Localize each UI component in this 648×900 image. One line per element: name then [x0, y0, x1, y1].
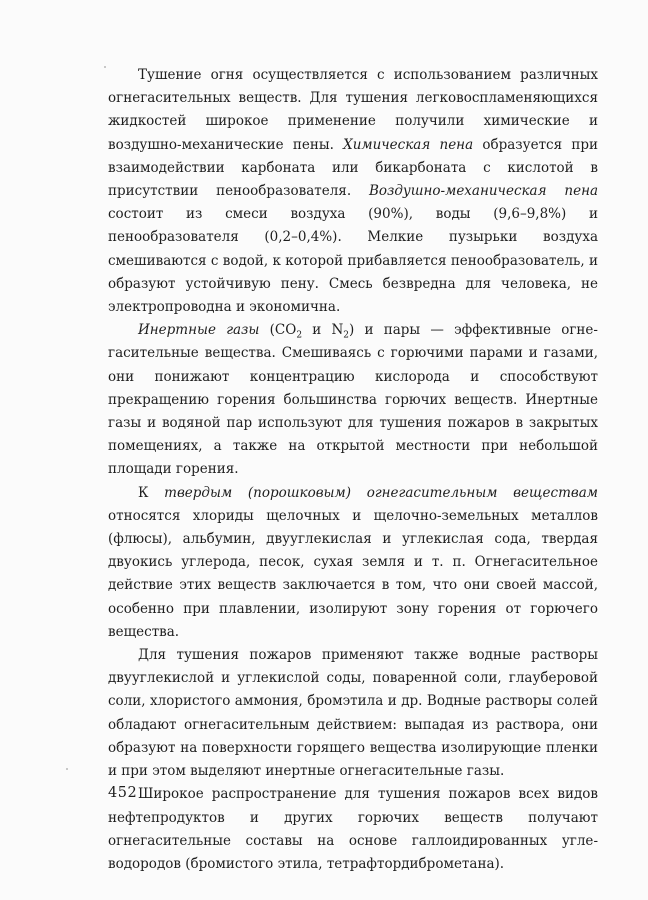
- text-run: ) и пары — эффективные огнегасительные вещества. Смешиваясь с горючими парами и газами, они понижают концентрацию кислорода и способствуют прекращению горения большинства горючих веществ. Инертные газы и водяной пар используют для тушения пожаров в закрытых помещениях, а также на открытой местности при небольшой площади горения.: [108, 322, 598, 478]
- text-run: Широкое распространение для тушения пожаров всех видов нефтепродуктов и других горючих веществ получают огнегасительные составы на основе галлоидированных углеводородов (бромистого этила, тетрафтордиброметана).: [108, 786, 598, 872]
- paragraph-halogenated-compositions: [108, 783, 598, 876]
- paragraph-extinguishing-foams: [108, 64, 598, 319]
- text-run: (CO: [259, 322, 297, 339]
- subscript: 2: [296, 330, 303, 341]
- page-number: 452: [108, 785, 138, 801]
- paragraph-solid-agents: [108, 482, 598, 644]
- scan-speck-bottom: [66, 768, 68, 770]
- body-text: [108, 64, 598, 876]
- text-run: Тушение огня осуществляется с использованием различных огнегасительных веществ. Для тушения легковоспламеняющихся жидкостей широкое применение получили химические и воздушно-механические пены.: [108, 67, 598, 153]
- text-run: относятся хлориды щелочных и щелочно-земельных металлов (флюсы), альбумин, двууглекислая и углекислая сода, твердая двуокись углерода, песок, сухая земля и т. п. Огнегасительное действие этих веществ заключается в том, что они своей массой, особенно при плавлении, изолируют зону горения от горючего вещества.: [108, 507, 598, 640]
- scan-speck-top: [104, 66, 106, 68]
- italic-term: Воздушно-механическая пена: [368, 183, 599, 200]
- text-run: и N: [302, 322, 344, 339]
- subscript: 2: [343, 330, 350, 341]
- italic-term: Химическая пена: [343, 136, 474, 153]
- paragraph-water-solutions: [108, 644, 598, 783]
- italic-term: твердым (порошковым) огнегасительным веществам: [164, 484, 598, 501]
- text-run: Для тушения пожаров применяют также водные растворы двууглекислой и углекислой соды, поваренной соли, глауберовой соли, хлористого аммония, бромэтила и др. Водные растворы солей обладают огнегасительным действием: выпадая из раствора, они образуют на поверхности горящего вещества изолирующие пленки и при этом выделяют инертные огнегасительные газы.: [108, 647, 598, 780]
- italic-term: Инертные газы: [138, 322, 260, 339]
- paragraph-inert-gases: [108, 319, 598, 481]
- text-run: К: [138, 484, 165, 501]
- text-run: состоит из смеси воздуха (90%), воды (9,6–9,8%) и пенообразователя (0,2–0,4%). Мелкие пузырьки воздуха смешиваются с водой, к которой прибавляется пенообразователь, и образуют устойчивую пену. Смесь безвредна для человека, не электропроводна и экономична.: [108, 206, 598, 316]
- text-run: образуется при взаимодействии карбоната или бикарбоната с кислотой в присутствии пенообразователя.: [108, 136, 598, 200]
